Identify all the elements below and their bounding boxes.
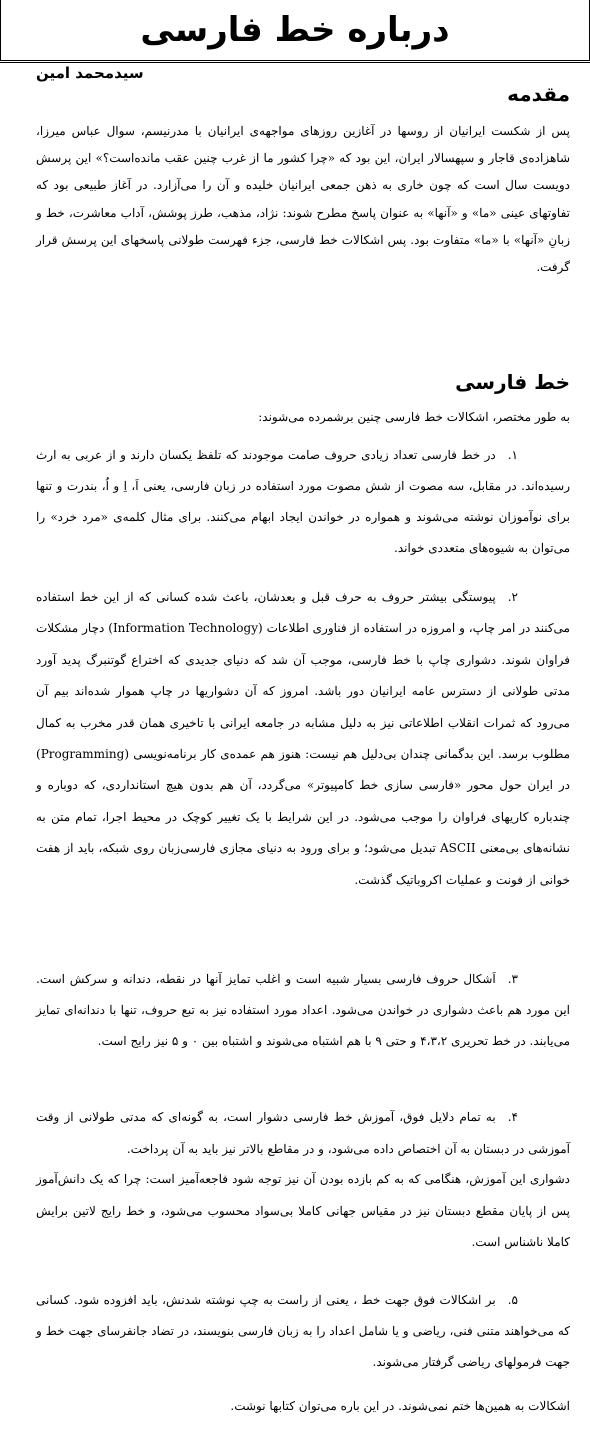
item-text: اَشکال حروف فارسی بسیار شبیه است و اغلب تمایز آنها در نقطه، دندانه و سرکش است. این مورد هم باعث دشواری در خواندن می‌شود. اعداد مورد استفاده نیز به تبع حروف، تنها با دندانه‌ای تمایز می‌یابند. در خط تحریری ۴،۳،۲ و حتی ۹ با هم اشتباه می‌شوند و اشتباه بین ۰ و ۵ نیز رایج است. bbox=[36, 972, 570, 1048]
list-item bbox=[36, 1285, 570, 1378]
item-number: ۲. bbox=[507, 590, 518, 604]
list-item bbox=[36, 440, 570, 564]
script-lead-paragraph: به طور مختصر، اشکالات خط فارسی چنین برشمرده می‌شوند: bbox=[258, 410, 570, 424]
item-text: به تمام دلایل فوق، آموزش خط فارسی دشوار است، به گونه‌ای که مدتی طولانی از وقت آموزشی در دبستان به آن اختصاص داده می‌شود، و در مقاطع بالاتر نیز باید به آن پرداخت. bbox=[36, 1110, 570, 1156]
item-text: در خط فارسی تعداد زیادی حروف صامت موجودند که تلفظ یکسان دارند و از عربی به ارث رسیده‌اند. در مقابل، سه مصوت از شش مصوت مورد استفاده در زبان فارسی، یعنی اَ، اِ و اُ، بندرت و تنها برای نوآموزان نوشته می‌شوند و همواره در خواندن ایجاد ابهام می‌کنند. برای مثال کلمه‌ی «مرد خرد» را می‌توان به شیوه‌های متعددی خواند. bbox=[36, 448, 570, 555]
item-text: پیوستگی بیشتر حروف به حرف قبل و بعدشان، باعث شده کسانی که از این خط استفاده می‌کنند در امر چاپ، و امروزه در استفاده از فناوری اطلاعات (Information Technology) دچار مشکلات فراوان شوند. دشواری چاپ با خط فارسی، موجب آن شد که دنیای جدیدی که اختراع گوتنبرگ پدید آورد مدتی طولانی از دسترس عامه ایرانیان دور باشد. امروز که آن دشواریها در چاپ هموار شده‌اند بیم آن می‌رود که ثمرات انقلاب اطلاعاتی نیز به دلیل مشابه در جامعه ایرانی با تاخیری همان قدر مخرب به کمال مطلوب برسد. این بدگمانی چندان بی‌دلیل هم نیست: هنوز هم عمده‌ی کار برنامه‌نویسی (Programming) در ایران حول محور «فارسی سازی خط کامپیوتر» می‌گردد، آن هم بدون هیچ استانداردی، که دوباره و چندباره کاریهای فراوان را موجب می‌شود. در این شرایط با یک تغییر کوچک در محیط اجرا، تمام متن به نشانه‌های بی‌معنی ASCII تبدیل می‌شود؛ و برای ورود به دنیای مجازی فارسی‌زبان روی شبکه، باید از هفت خوانی از فونت و عملیات اکروباتیک گذشت. bbox=[36, 590, 571, 887]
intro-paragraph: پس از شکست ایرانیان از روسها در آغازین روزهای مواجهه‌ی ایرانیان با مدرنیسم، سوال عباس میرزا، شاهزاده‌ی قاجار و سپهسالار ایران، این بود که «چرا کشور ما از غرب چنین عقب مانده‌است؟» این پرسش دویست سال است که چون خاری به ذهن جمعی ایرانیان خلیده و آن را می‌آزارد. در آغاز طبیعی بود که تفاوتهای عینی «ما» و «آنها» به عنوان پاسخ مطرح شوند: نژاد، مذهب، طرز پوشش، آداب معاشرت، خط و زبانِ «آنها» با «ما» متفاوت بود. پس اشکالات خط فارسی، جزء فهرست طولانی پاسخهای این پرسش قرار گرفت. bbox=[36, 124, 570, 275]
script-heading: خط فارسی bbox=[455, 370, 570, 394]
author-name: سیدمحمد امین bbox=[36, 64, 144, 82]
item-4-continuation: دشواری این آموزش، هنگامی که به کم بازده بودن آن نیز توجه شود فاجعه‌آمیز است: چرا که یک دانش‌آموز پس از پایان مقطع دبستان نیز در مقیاس جهانی کاملا بی‌سواد محسوب می‌شود، و خط رایج لاتین برایش کاملا ناشناس است. bbox=[36, 1172, 570, 1249]
item-number: ۱. bbox=[507, 448, 518, 462]
title-banner bbox=[0, 0, 590, 61]
item-number: ۴. bbox=[507, 1110, 518, 1124]
list-item bbox=[36, 1102, 570, 1165]
intro-heading: مقدمه bbox=[507, 82, 570, 106]
list-item bbox=[36, 964, 570, 1057]
page-title: درباره خط فارسی bbox=[140, 10, 450, 50]
item-text: بر اشکالات فوق جهت خط ، یعنی از راست به چپ نوشته شدنش، باید افزوده شود. کسانی که می‌خواهند متنی فنی، ریاضی و یا شامل اعداد را به زبان فارسی بنویسند، در تضاد جانفرسای جهت خط و جهت فرمولهای ریاضی گرفتار می‌شوند. bbox=[36, 1293, 570, 1369]
list-item bbox=[36, 582, 570, 896]
item-number: ۵. bbox=[507, 1293, 518, 1307]
item-number: ۳. bbox=[507, 972, 518, 986]
closing-paragraph: اشکالات به همین‌ها ختم نمی‌شوند. در این باره می‌توان کتابها نوشت. bbox=[230, 1399, 570, 1413]
header-divider bbox=[0, 62, 590, 63]
